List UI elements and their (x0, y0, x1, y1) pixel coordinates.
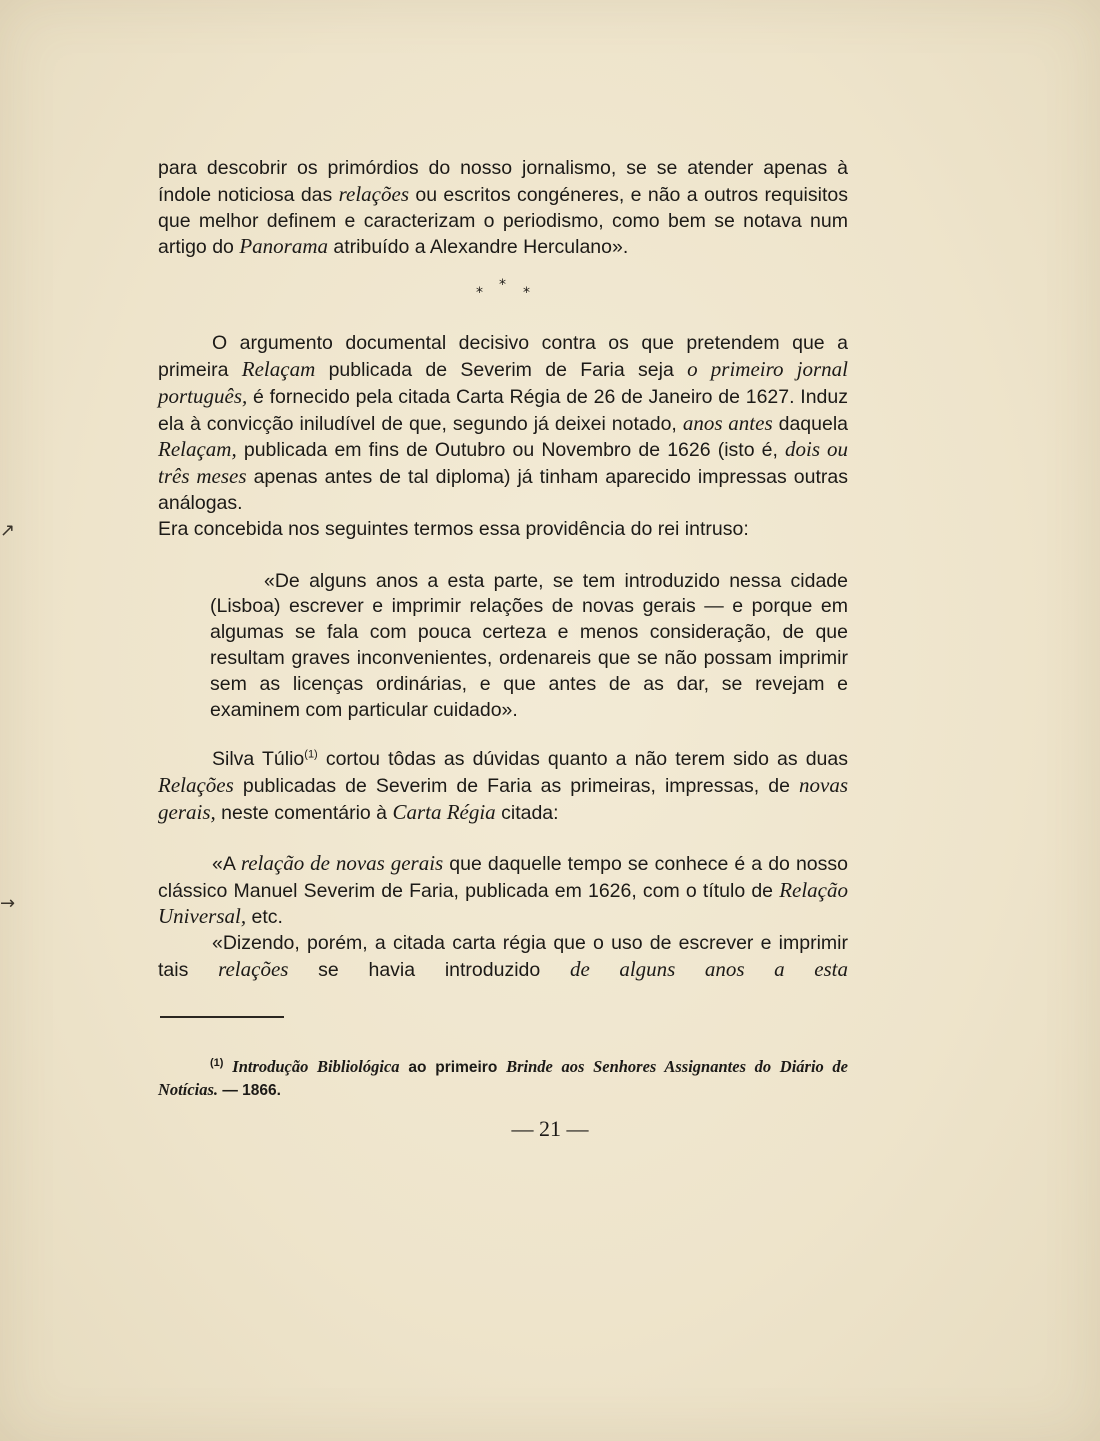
separator-star: * (476, 285, 483, 302)
paragraph-continuation: para descobrir os primórdios do nosso jornalismo, se se atender apenas à índole noticiosa das relações ou escritos congéneres, e não a outros requisitos que melhor definem e caracterizam o periodismo, como bem se notava num artigo do Panorama atribuído a Alexandre Herculano». (158, 157, 848, 259)
separator-star: * (499, 277, 506, 294)
separator-star: * (523, 285, 530, 302)
margin-mark-upper: ↗ (0, 520, 16, 541)
margin-mark-lower: → (0, 893, 16, 914)
quoted-commentary-1: «A relação de novas gerais que daquelle tempo se conhece é a do nosso clássico Manuel Severim de Faria, publicada em 1626, com o título de Relação Universal, etc. (158, 850, 848, 929)
quote-text: «De alguns anos a esta parte, se tem introduzido nessa cidade (Lisboa) escrever e imprimir relações de novas gerais — e porque em algumas se fala com pouca certeza e menos consideração, de que resultam graves inconvenientes, ordenareis que se não possam imprimir sem as licenças ordinárias, e que antes de as dar, se revejam e examinem com particular cuidado». (210, 569, 848, 721)
section-separator (158, 261, 848, 331)
footnote-divider (160, 1016, 284, 1018)
paragraph-silva-tulio: Silva Túlio$^{(1)}$ cortou tôdas as dúvidas quanto a não terem sido as duas Relações publicadas de Severim de Faria as primeiras, impressas, de novas gerais, neste comentário à Carta Régia citada: (158, 748, 848, 824)
footnote: $^{(1)}$ Introdução Bibliológica ao primeiro Brinde aos Senhores Assignantes do Diário de Notícias. — 1866. (158, 1056, 848, 1099)
quoted-commentary-2: «Dizendo, porém, a citada carta régia que o uso de escrever e imprimir tais relações se havia introduzido de alguns anos a esta (158, 932, 849, 981)
paragraph-intro-quote: Era concebida nos seguintes termos essa providência do rei intruso: (158, 517, 749, 540)
block-quote (210, 569, 848, 724)
paragraph-argument: O argumento documental decisivo contra os que pretendem que a primeira Relaçam publicada de Severim de Faria seja o primeiro jornal português, é fornecido pela citada Carta Régia de 26 de Janeiro de 1627. Induz ela à convicção iniludível de que, segundo já deixei notado, anos antes daquela Relaçam, publicada em fins de Outubro ou Novembro de 1626 (isto é, dois ou três meses apenas antes de tal diploma) já tinham aparecido impressas outras análogas. (158, 332, 849, 514)
page-number: — 21 — (511, 1116, 589, 1141)
footnote-reference: (1) (304, 748, 318, 761)
body-text (158, 156, 848, 984)
